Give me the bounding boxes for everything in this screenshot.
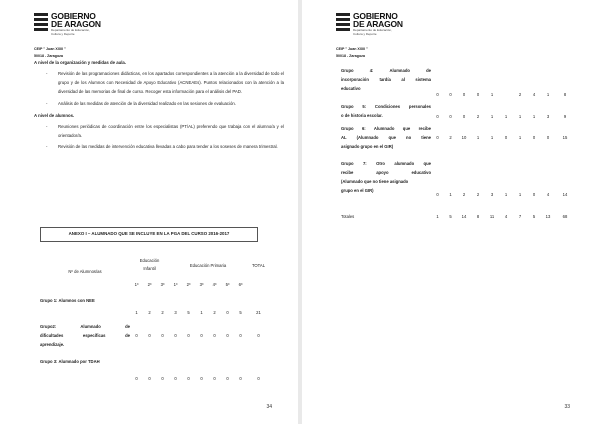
- table-cell: 11: [489, 213, 495, 219]
- table-cell: 7: [518, 213, 522, 219]
- logo-line1: GOBIERNO: [51, 11, 96, 21]
- logo-sub1: Departamento de Educación,: [51, 28, 90, 32]
- government-logo: [336, 12, 403, 36]
- table-cell-total: 8: [563, 92, 567, 97]
- header-primaria: Educación Primaria: [189, 263, 227, 268]
- table-cell: 1: [200, 310, 203, 315]
- table-cell: 2: [476, 192, 480, 197]
- grade-header: 2º: [186, 282, 191, 287]
- table-cell: 5: [187, 310, 190, 315]
- table-cell: 1: [436, 213, 439, 219]
- table-cell: 0: [174, 376, 177, 381]
- table-cell: 0: [436, 114, 439, 119]
- grade-header: 1º: [134, 282, 139, 287]
- table-cell: 0: [200, 376, 203, 381]
- table-cell: 2: [518, 92, 522, 97]
- table-cell: 1: [518, 192, 522, 197]
- table-row: [341, 153, 575, 201]
- table-cell: 8: [476, 213, 480, 219]
- bullet-text: Reuniones periódicas de coordinación entre los especialistas (PT/AL) preferendo que trabaja con el alumno/a y el orientador/a.: [58, 124, 284, 138]
- logo-line2: DE ARAGON: [353, 19, 403, 29]
- table-cell: 1: [546, 92, 550, 97]
- aragon-emblem-icon: [34, 12, 48, 32]
- table-row: [341, 100, 575, 121]
- grade-header: 3º: [199, 282, 204, 287]
- logo-line1: GOBIERNO: [353, 11, 398, 21]
- table-row: [40, 355, 270, 381]
- table-cell: 10: [461, 134, 467, 140]
- table-cell-total: 21: [256, 310, 261, 315]
- table-cell: 0: [462, 92, 466, 97]
- table-cell: 5: [449, 213, 452, 219]
- bullet-text: Revisión de las medidas de intervención educativa llevadas a cabo para tender a los soseses de manera trimestral.: [58, 144, 278, 149]
- table-cell: 0: [161, 332, 164, 338]
- table-cell: 0: [462, 114, 466, 119]
- table-cell: 0: [187, 376, 190, 381]
- page-number: 33: [564, 404, 570, 410]
- row-label: Grupo 6: Alumnado que recibe AL (Alumnado que no tiene asignado grupo en el GIR): [341, 125, 431, 149]
- column-header-students: Nº de Alumnos/as: [68, 268, 102, 274]
- table-cell: 1: [490, 114, 494, 119]
- text-block: [34, 58, 284, 151]
- table-cell: 0: [239, 332, 242, 338]
- table-cell: 4: [504, 213, 508, 219]
- document-page-right: [302, 0, 600, 424]
- row-label: Grupo 4: Alumnado de incorporación tardía al sistema educativo: [341, 67, 431, 91]
- table-cell: [499, 58, 513, 100]
- table-cell: 0: [532, 134, 536, 140]
- table-cell: 3: [546, 114, 550, 119]
- school-postcode: 50018 - Zaragoza: [34, 54, 63, 58]
- table-cell: 0: [135, 332, 138, 338]
- logo-sub2: Cultura y Deporte: [353, 32, 377, 36]
- table-cell: 5: [532, 213, 536, 219]
- school-name: CEIP " Juan XXIII ": [34, 47, 66, 51]
- table-cell: 2: [148, 310, 151, 315]
- header-infantil: Educación Infantil: [139, 257, 160, 271]
- table-cell-total: 0: [257, 376, 260, 381]
- table-cell: 0: [239, 376, 242, 381]
- table-row: [341, 121, 575, 153]
- bullet-item: - Revisión de las medidas de intervención educativa llevadas a cabo para tender a los soseses de manera trimestral.: [34, 142, 284, 151]
- table-cell: 3: [174, 310, 177, 315]
- table-cell: 1: [476, 134, 480, 140]
- table-cell: 1: [532, 114, 536, 119]
- students-table: [40, 252, 270, 381]
- school-name: CEIP " Juan XXIII ": [336, 47, 368, 51]
- table-cell: 0: [226, 310, 229, 315]
- logo-line2: DE ARAGON: [51, 19, 101, 29]
- table-cell: 0: [187, 332, 190, 338]
- table-cell-total: 0: [257, 332, 260, 338]
- table-cell: 0: [148, 376, 151, 381]
- table-cell: 1: [490, 92, 494, 97]
- table-cell: 1: [504, 192, 508, 197]
- grade-header: 2º: [147, 282, 152, 287]
- table-cell: 0: [174, 332, 177, 338]
- table-cell: 1: [135, 310, 138, 315]
- grade-header: 3º: [160, 282, 165, 287]
- header-total: TOTAL: [251, 263, 266, 268]
- grade-header: 5º: [225, 282, 230, 287]
- table-cell: 4: [546, 192, 550, 197]
- table-cell: 3: [490, 192, 494, 197]
- table-row: [40, 315, 270, 355]
- table-cell: 0: [226, 332, 229, 338]
- table-cell: 0: [161, 376, 164, 381]
- row-label: Grupo2: Alumnado de dificultades específicas de aprendizaje.: [40, 323, 130, 347]
- section-heading: A nivel de la organización y medidas de aula.: [34, 60, 127, 65]
- table-cell: 0: [476, 92, 480, 97]
- row-label: Grupo 1: Alumnos con NEE: [40, 298, 95, 303]
- grade-header: 1º: [173, 282, 178, 287]
- school-postcode: 50018 - Zaragoza: [336, 54, 365, 58]
- table-cell: 2: [213, 310, 216, 315]
- table-cell-total: 15: [562, 134, 568, 140]
- table-cell: 0: [148, 332, 151, 338]
- row-label: Grupo 7: Otro alumnado que recibe apoyo educativo (Alumnado que no tiene asignado grupo en el GIR): [341, 161, 431, 193]
- table-cell: 14: [461, 213, 467, 219]
- annex-title: ANEXO I – ALUMNADO QUE SE INCLUYE EN LA PGA DEL CURSO 2016-2017: [68, 231, 230, 236]
- table-cell: 0: [135, 376, 138, 381]
- table-row-totals: [341, 201, 575, 231]
- table-cell-total: 68: [562, 213, 568, 219]
- logo-sub1: Departamento de Educación,: [353, 28, 392, 32]
- table-row: [40, 290, 270, 315]
- bullet-item: - Revisión de las programaciones didácticas, en los apartados correspondientes a la atención a la diversidad de todo el grupo y de los Alumnos con Necesidad de Apoyo Educativo (ACNEAEs). Puntos relacionados con la atención a la diversidad de las memorias de final de curso. Recoger esta información para el análisis del PAD.: [46, 71, 284, 94]
- grade-header: 6º: [238, 282, 243, 287]
- table-cell: 0: [504, 134, 508, 140]
- bullet-item: - Reuniones periódicas de coordinación entre los especialistas (PT/AL) preferendo que trabaja con el alumno/a y el orientador/a.: [46, 124, 284, 138]
- logo-sub2: Cultura y Deporte: [51, 32, 75, 36]
- table-cell: 0: [546, 134, 550, 140]
- table-cell: 1: [449, 192, 452, 197]
- table-cell-total: 9: [563, 114, 567, 119]
- table-cell: 0: [449, 114, 452, 119]
- table-cell: 2: [476, 114, 480, 119]
- table-cell: 0: [213, 332, 216, 338]
- table-cell: 2: [462, 192, 466, 197]
- table-cell: 0: [226, 376, 229, 381]
- bullet-text: Revisión de las programaciones didácticas, en los apartados correspondientes a la atención a la diversidad de todo el grupo y de los Alumnos con Necesidad de Apoyo Educativo (ACNEAEs). Puntos relacionados con la atención a la diversidad de las memorias de final de curso. Recoger esta información para el análisis del PAD.: [58, 71, 284, 94]
- aragon-emblem-icon: [336, 12, 350, 32]
- table-cell-total: 14: [562, 192, 568, 197]
- table-cell: 13: [545, 213, 551, 219]
- bullet-text: Análisis de las medidas de atención de la diversidad realizado en las sesiones de evaluación.: [58, 101, 236, 106]
- bullet-item: - Análisis de las medidas de atención de la diversidad realizado en las sesiones de evaluación.: [34, 99, 284, 108]
- row-label: Grupo 3: Alumnado por TDAH: [40, 359, 100, 364]
- table-cell: 1: [518, 134, 522, 140]
- table-cell: 0: [436, 92, 439, 97]
- table-cell: 4: [532, 92, 536, 97]
- table-cell: 0: [449, 92, 452, 97]
- table-cell: 2: [161, 310, 164, 315]
- document-page-left: [0, 0, 298, 424]
- table-cell: 2: [449, 134, 452, 140]
- table-cell: 5: [239, 310, 242, 315]
- government-logo: [34, 12, 101, 36]
- students-table-continued: [341, 58, 575, 231]
- grade-header: 4º: [212, 282, 217, 287]
- table-cell: 0: [436, 134, 439, 140]
- table-cell: 0: [532, 192, 536, 197]
- table-cell: 0: [200, 332, 203, 338]
- table-row: [341, 58, 575, 100]
- section-heading: A nivel de alumnos.: [34, 113, 75, 118]
- table-cell: 1: [490, 134, 494, 140]
- table-cell: 1: [504, 114, 508, 119]
- table-cell: 0: [213, 376, 216, 381]
- row-label: Grupo 5: Condiciones personales o de historia escolar.: [341, 103, 431, 118]
- table-cell: 1: [518, 114, 522, 119]
- page-number: 34: [266, 404, 272, 410]
- row-label: Totales: [341, 213, 355, 219]
- table-cell: 0: [436, 192, 439, 197]
